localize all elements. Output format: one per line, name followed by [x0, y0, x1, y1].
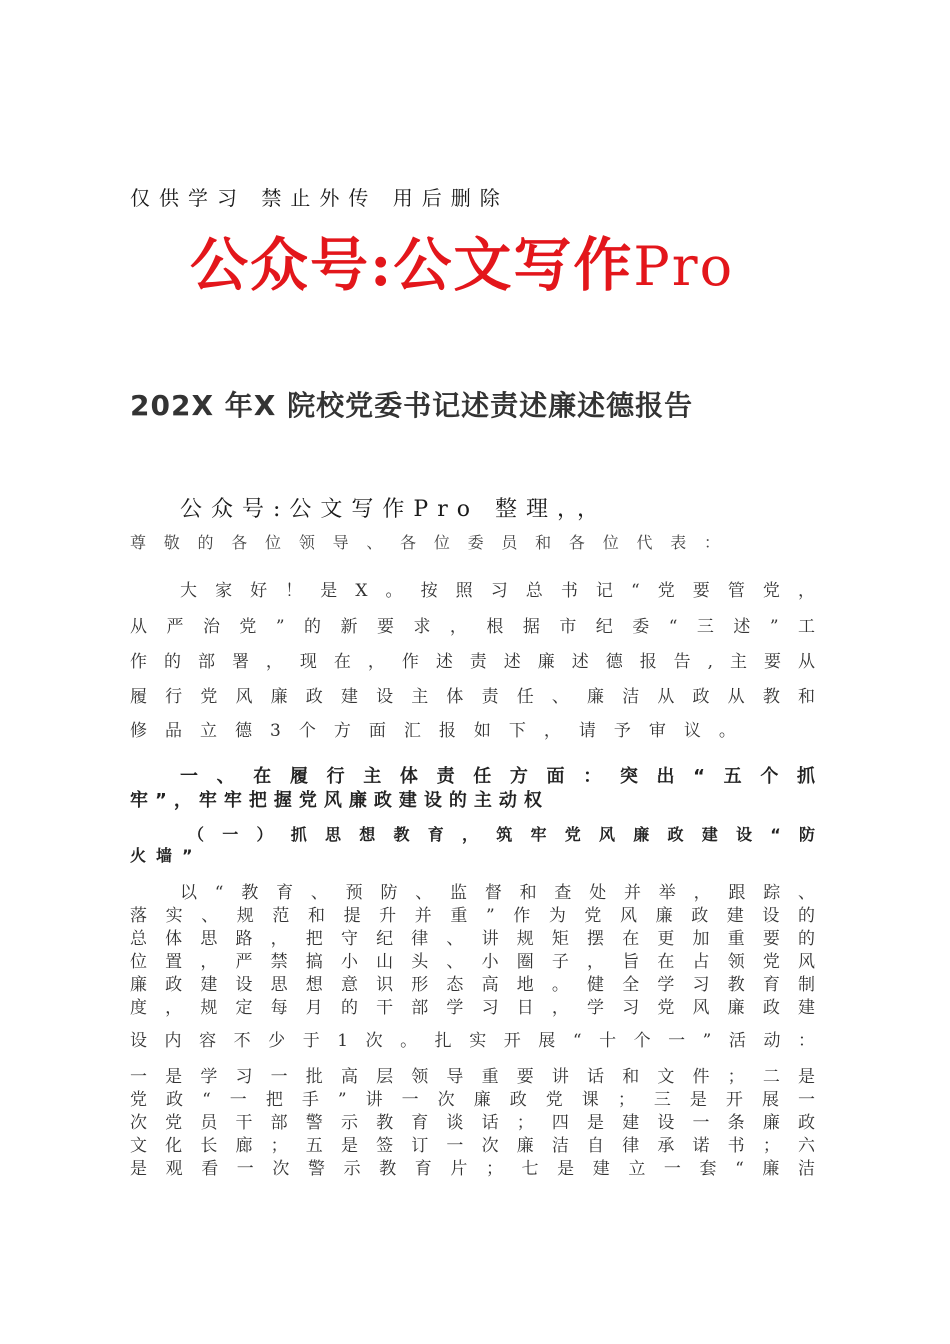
- body-line: 党政“一把手”讲一次廉政党课；三是开展一: [130, 1090, 815, 1110]
- salutation: 尊敬的各位领导、各位委员和各位代表：: [130, 533, 720, 552]
- intro-line: 修品立德3个方面汇报如下，请予审议。: [130, 721, 754, 741]
- body-line: 以“教育、预防、监督和查处并举，跟踪、: [180, 883, 815, 903]
- brand-watermark: [190, 218, 734, 302]
- body-line: 廉政建设思想意识形态高地。健全学习教育制: [130, 975, 815, 995]
- body-line: 次党员干部警示教育谈话；四是建设一条廉政: [130, 1113, 815, 1133]
- document-title: 202X 年X 院校党委书记述责述廉述德报告: [130, 389, 694, 422]
- body-line: 位置，严禁搞小山头、小圈子，旨在占领党风: [130, 952, 815, 972]
- intro-line: 大家好！是X。按照习总书记“党要管党，: [180, 581, 815, 601]
- brand-text: 公众号:公文写作: [190, 231, 634, 299]
- body-line: 总体思路，把守纪律、讲规矩摆在更加重要的: [130, 929, 815, 949]
- body-line: 落实、规范和提升并重”作为党风廉政建设的: [130, 906, 815, 926]
- subsection-heading: 火墙”: [130, 846, 203, 865]
- subsection-heading: （一）抓思想教育，筑牢党风廉政建设“防: [188, 825, 815, 844]
- intro-line: 履行党风廉政建设主体责任、廉洁从政从教和: [130, 687, 815, 707]
- body-line: 文化长廊；五是签订一次廉洁自律承诺书；六: [130, 1136, 815, 1156]
- brand-pro: Pro: [633, 235, 735, 298]
- byline: 公众号:公文写作Pro 整理，，: [180, 497, 608, 522]
- intro-line: 从严治党”的新要求，根据市纪委“三述”工: [130, 617, 815, 637]
- body-line: 度，规定每月的干部学习日，学习党风廉政建: [130, 998, 815, 1018]
- section-heading: 牢”，牢牢把握党风廉政建设的主动权: [130, 790, 549, 811]
- body-line: 一是学习一批高层领导重要讲话和文件；二是: [130, 1067, 815, 1087]
- body-line: 是观看一次警示教育片；七是建立一套“廉洁: [130, 1159, 815, 1179]
- intro-line: 作的部署，现在，作述责述廉述德报告,主要从: [130, 652, 815, 672]
- usage-notice: 仅供学习 禁止外传 用后删除: [130, 186, 509, 210]
- body-line: 设内容不少于1次。扎实开展“十个一”活动：: [130, 1031, 815, 1051]
- section-heading: 一、在履行主体责任方面：突出“五个抓: [180, 766, 815, 787]
